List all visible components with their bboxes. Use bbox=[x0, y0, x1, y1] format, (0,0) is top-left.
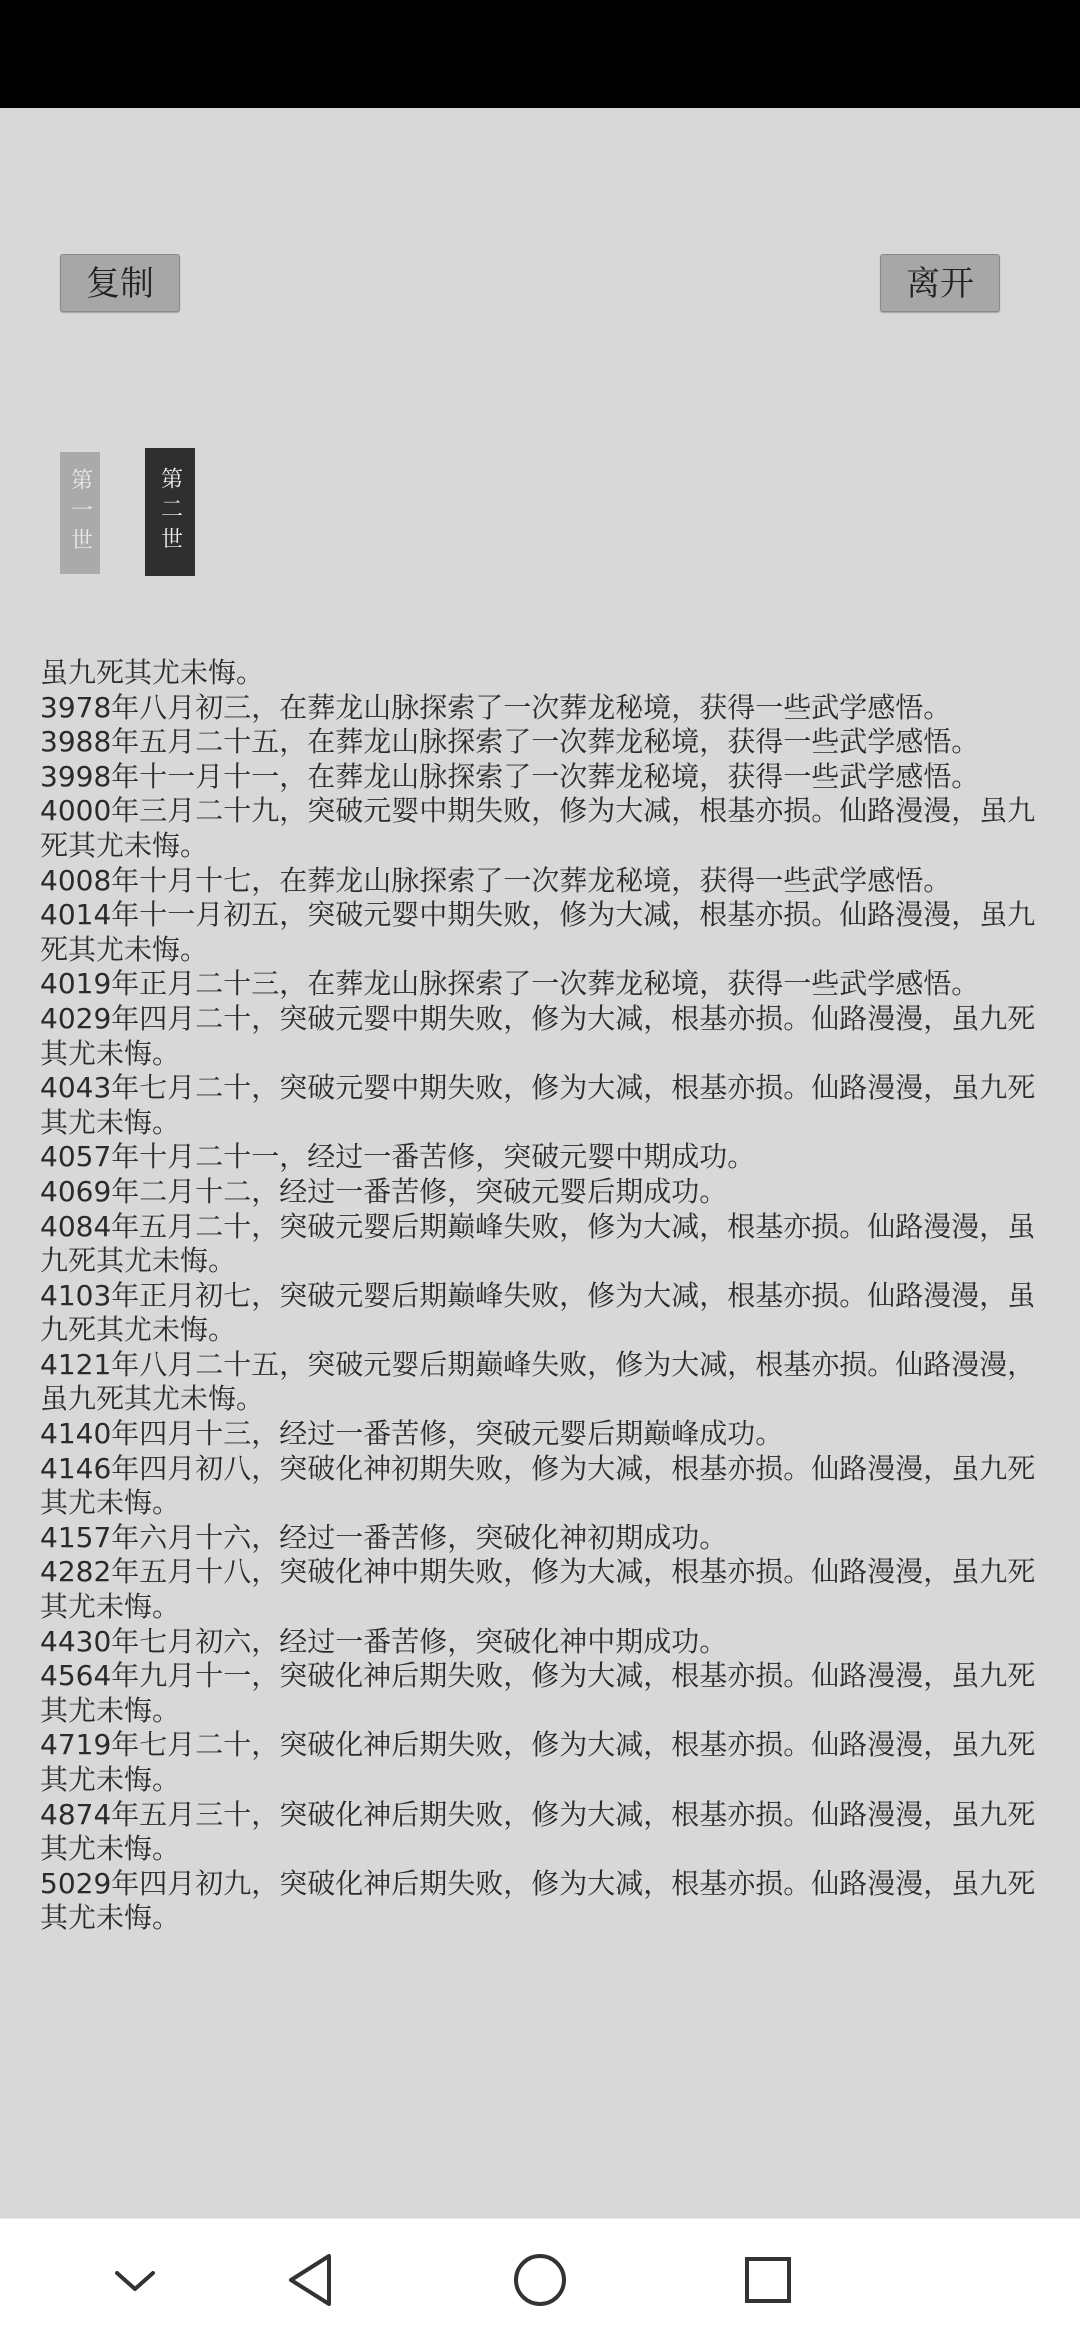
status-bar bbox=[0, 0, 1080, 108]
log-line: 4069年二月十二，经过一番苦修，突破元婴后期成功。 bbox=[40, 1174, 728, 1208]
home-button[interactable] bbox=[500, 2219, 580, 2341]
log-line: 4140年四月十三，经过一番苦修，突破元婴后期巅峰成功。 bbox=[40, 1417, 784, 1451]
cultivation-log bbox=[40, 656, 1045, 1936]
tab-life-1[interactable]: 第一世 bbox=[60, 452, 100, 574]
home-circle-icon bbox=[512, 2252, 568, 2308]
log-line: 4874年五月三十，突破化神后期失败，修为大减，根基亦损。仙路漫漫，虽九死其尤未悔。 bbox=[40, 1797, 1036, 1866]
back-button[interactable] bbox=[270, 2219, 350, 2341]
log-line: 4029年四月二十，突破元婴中期失败，修为大减，根基亦损。仙路漫漫，虽九死其尤未悔。 bbox=[40, 1001, 1036, 1070]
copy-button[interactable]: 复制 bbox=[60, 254, 180, 312]
log-line: 4014年十一月初五，突破元婴中期失败，修为大减，根基亦损。仙路漫漫，虽九死其尤未悔。 bbox=[40, 898, 1036, 966]
back-triangle-icon bbox=[285, 2252, 335, 2308]
log-line: 4000年三月二十九，突破元婴中期失败，修为大减，根基亦损。仙路漫漫，虽九死其尤未悔。 bbox=[40, 794, 1036, 862]
leave-button[interactable]: 离开 bbox=[880, 254, 1000, 312]
system-nav-bar bbox=[0, 2218, 1080, 2341]
log-line: 4084年五月二十，突破元婴后期巅峰失败，修为大减，根基亦损。仙路漫漫，虽九死其尤未悔。 bbox=[40, 1209, 1036, 1278]
log-line: 4564年九月十一，突破化神后期失败，修为大减，根基亦损。仙路漫漫，虽九死其尤未悔。 bbox=[40, 1659, 1036, 1727]
log-line: 4103年正月初七，突破元婴后期巅峰失败，修为大减，根基亦损。仙路漫漫，虽九死其尤未悔。 bbox=[40, 1278, 1036, 1347]
log-line: 4719年七月二十，突破化神后期失败，修为大减，根基亦损。仙路漫漫，虽九死其尤未悔。 bbox=[40, 1728, 1036, 1796]
log-line: 3978年八月初三，在葬龙山脉探索了一次葬龙秘境，获得一些武学感悟。 bbox=[40, 690, 952, 724]
chevron-down-icon bbox=[113, 2265, 157, 2295]
hide-nav-button[interactable] bbox=[95, 2219, 175, 2341]
recent-square-icon bbox=[743, 2255, 793, 2305]
log-line: 4043年七月二十，突破元婴中期失败，修为大减，根基亦损。仙路漫漫，虽九死其尤未悔。 bbox=[40, 1071, 1036, 1139]
tab-life-2[interactable]: 第二世 bbox=[145, 448, 195, 576]
log-line: 3998年十一月十一，在葬龙山脉探索了一次葬龙秘境，获得一些武学感悟。 bbox=[40, 759, 980, 793]
recent-apps-button[interactable] bbox=[728, 2219, 808, 2341]
log-line: 4019年正月二十三，在葬龙山脉探索了一次葬龙秘境，获得一些武学感悟。 bbox=[40, 967, 980, 1001]
log-line: 4146年四月初八，突破化神初期失败，修为大减，根基亦损。仙路漫漫，虽九死其尤未悔。 bbox=[40, 1451, 1036, 1520]
log-line: 4282年五月十八，突破化神中期失败，修为大减，根基亦损。仙路漫漫，虽九死其尤未悔。 bbox=[40, 1555, 1036, 1624]
log-line: 4057年十月二十一，经过一番苦修，突破元婴中期成功。 bbox=[40, 1140, 756, 1174]
log-line: 虽九死其尤未悔。 bbox=[40, 656, 265, 689]
log-line: 4008年十月十七，在葬龙山脉探索了一次葬龙秘境，获得一些武学感悟。 bbox=[40, 863, 952, 897]
log-line: 4430年七月初六，经过一番苦修，突破化神中期成功。 bbox=[40, 1624, 728, 1658]
log-line: 3988年五月二十五，在葬龙山脉探索了一次葬龙秘境，获得一些武学感悟。 bbox=[40, 725, 980, 759]
log-line: 4157年六月十六，经过一番苦修，突破化神初期成功。 bbox=[40, 1520, 728, 1554]
log-line: 5029年四月初九，突破化神后期失败，修为大减，根基亦损。仙路漫漫，虽九死其尤未悔。 bbox=[40, 1866, 1036, 1935]
log-line: 4121年八月二十五，突破元婴后期巅峰失败，修为大减，根基亦损。仙路漫漫，虽九死其尤未悔。 bbox=[40, 1347, 1036, 1416]
